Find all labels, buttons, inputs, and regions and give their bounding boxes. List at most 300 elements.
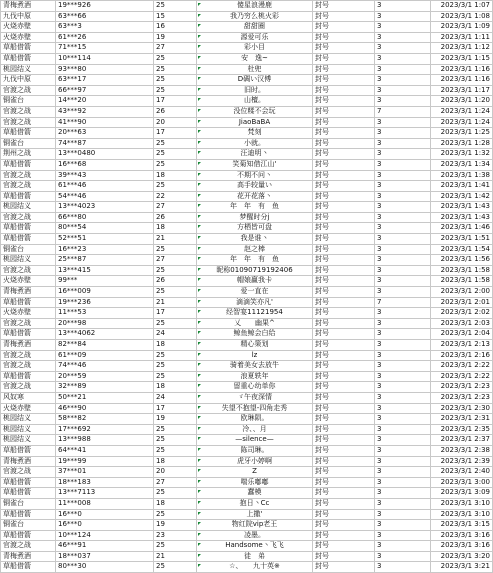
game-name-cell[interactable]: 草船借箭	[1, 488, 56, 499]
account-cell[interactable]: 13***0480	[56, 149, 154, 160]
player-name-cell[interactable]	[197, 287, 313, 298]
level-cell[interactable]: 15	[154, 11, 197, 22]
account-cell[interactable]: 16***009	[56, 287, 154, 298]
rank-cell[interactable]: 3	[375, 138, 431, 149]
rank-cell[interactable]: 3	[375, 435, 431, 446]
account-cell[interactable]: 71***15	[56, 43, 154, 54]
date-cell[interactable]: 2023/3/1 3:16	[431, 541, 493, 552]
level-cell[interactable]: 21	[154, 551, 197, 562]
player-name-cell[interactable]	[197, 117, 313, 128]
level-cell[interactable]: 25	[154, 53, 197, 64]
rank-cell[interactable]: 3	[375, 75, 431, 86]
rank-cell[interactable]: 3	[375, 541, 431, 552]
date-cell[interactable]: 2023/3/1 2:16	[431, 350, 493, 361]
status-cell[interactable]: 封号	[313, 181, 375, 192]
account-cell[interactable]: 80***30	[56, 562, 154, 573]
level-cell[interactable]: 26	[154, 212, 197, 223]
game-name-cell[interactable]: 草船借箭	[1, 234, 56, 245]
status-cell[interactable]: 封号	[313, 1, 375, 12]
player-name-cell[interactable]	[197, 308, 313, 319]
player-name-cell[interactable]	[197, 43, 313, 54]
status-cell[interactable]: 封号	[313, 350, 375, 361]
level-cell[interactable]: 26	[154, 276, 197, 287]
status-cell[interactable]: 封号	[313, 308, 375, 319]
player-name-cell[interactable]	[197, 562, 313, 573]
level-cell[interactable]: 24	[154, 392, 197, 403]
level-cell[interactable]: 18	[154, 498, 197, 509]
player-name-cell[interactable]	[197, 1, 313, 12]
date-cell[interactable]: 2023/3/1 2:35	[431, 424, 493, 435]
status-cell[interactable]: 封号	[313, 32, 375, 43]
rank-cell[interactable]: 3	[375, 467, 431, 478]
player-name-cell[interactable]	[197, 445, 313, 456]
date-cell[interactable]: 2023/3/1 3:10	[431, 509, 493, 520]
account-cell[interactable]: 14***20	[56, 96, 154, 107]
status-cell[interactable]: 封号	[313, 435, 375, 446]
status-cell[interactable]: 封号	[313, 276, 375, 287]
player-name-cell[interactable]	[197, 170, 313, 181]
account-cell[interactable]: 46***91	[56, 541, 154, 552]
player-name-cell[interactable]	[197, 435, 313, 446]
rank-cell[interactable]: 3	[375, 509, 431, 520]
game-name-cell[interactable]: 草船借箭	[1, 191, 56, 202]
game-name-cell[interactable]: 桃园结义	[1, 414, 56, 425]
status-cell[interactable]: 封号	[313, 403, 375, 414]
date-cell[interactable]: 2023/3/1 1:28	[431, 138, 493, 149]
game-name-cell[interactable]: 官渡之战	[1, 170, 56, 181]
status-cell[interactable]: 封号	[313, 75, 375, 86]
account-cell[interactable]: 18***037	[56, 551, 154, 562]
rank-cell[interactable]: 3	[375, 340, 431, 351]
player-name-cell[interactable]	[197, 350, 313, 361]
account-cell[interactable]: 16***68	[56, 159, 154, 170]
player-name-cell[interactable]	[197, 159, 313, 170]
date-cell[interactable]: 2023/3/1 2:22	[431, 371, 493, 382]
game-name-cell[interactable]: 官渡之战	[1, 265, 56, 276]
status-cell[interactable]: 封号	[313, 520, 375, 531]
level-cell[interactable]: 25	[154, 361, 197, 372]
date-cell[interactable]: 2023/3/1 1:42	[431, 191, 493, 202]
rank-cell[interactable]: 3	[375, 382, 431, 393]
rank-cell[interactable]: 7	[375, 297, 431, 308]
account-cell[interactable]: 99***	[56, 276, 154, 287]
rank-cell[interactable]: 3	[375, 392, 431, 403]
level-cell[interactable]: 22	[154, 191, 197, 202]
level-cell[interactable]: 25	[154, 509, 197, 520]
game-name-cell[interactable]: 官渡之战	[1, 467, 56, 478]
game-name-cell[interactable]: 九伐中原	[1, 11, 56, 22]
status-cell[interactable]: 封号	[313, 371, 375, 382]
status-cell[interactable]: 封号	[313, 488, 375, 499]
date-cell[interactable]: 2023/3/1 2:23	[431, 392, 493, 403]
level-cell[interactable]: 25	[154, 75, 197, 86]
status-cell[interactable]: 封号	[313, 128, 375, 139]
game-name-cell[interactable]: 官渡之战	[1, 541, 56, 552]
level-cell[interactable]: 25	[154, 138, 197, 149]
status-cell[interactable]: 封号	[313, 22, 375, 33]
level-cell[interactable]: 24	[154, 329, 197, 340]
status-cell[interactable]: 封号	[313, 159, 375, 170]
game-name-cell[interactable]: 官渡之战	[1, 318, 56, 329]
date-cell[interactable]: 2023/3/1 1:16	[431, 75, 493, 86]
status-cell[interactable]: 封号	[313, 392, 375, 403]
date-cell[interactable]: 2023/3/1 3:10	[431, 498, 493, 509]
rank-cell[interactable]: 3	[375, 276, 431, 287]
account-cell[interactable]: 50***21	[56, 392, 154, 403]
level-cell[interactable]: 17	[154, 403, 197, 414]
game-name-cell[interactable]: 官渡之战	[1, 382, 56, 393]
status-cell[interactable]: 封号	[313, 551, 375, 562]
date-cell[interactable]: 2023/3/1 1:54	[431, 244, 493, 255]
account-cell[interactable]: 16***0	[56, 520, 154, 531]
account-cell[interactable]: 20***63	[56, 128, 154, 139]
player-name-cell[interactable]	[197, 202, 313, 213]
account-cell[interactable]: 93***80	[56, 64, 154, 75]
game-name-cell[interactable]: 铜雀台	[1, 244, 56, 255]
rank-cell[interactable]: 3	[375, 414, 431, 425]
level-cell[interactable]: 25	[154, 371, 197, 382]
player-name-cell[interactable]	[197, 223, 313, 234]
level-cell[interactable]: 25	[154, 265, 197, 276]
player-name-cell[interactable]	[197, 371, 313, 382]
account-cell[interactable]: 13***7113	[56, 488, 154, 499]
level-cell[interactable]: 26	[154, 106, 197, 117]
level-cell[interactable]: 25	[154, 149, 197, 160]
date-cell[interactable]: 2023/3/1 2:39	[431, 456, 493, 467]
account-cell[interactable]: 74***46	[56, 361, 154, 372]
date-cell[interactable]: 2023/3/1 1:16	[431, 64, 493, 75]
level-cell[interactable]: 23	[154, 530, 197, 541]
player-name-cell[interactable]	[197, 488, 313, 499]
level-cell[interactable]: 18	[154, 456, 197, 467]
rank-cell[interactable]: 3	[375, 255, 431, 266]
game-name-cell[interactable]: 桃园结义	[1, 435, 56, 446]
player-name-cell[interactable]	[197, 96, 313, 107]
rank-cell[interactable]: 3	[375, 318, 431, 329]
game-name-cell[interactable]: 桃园结义	[1, 64, 56, 75]
rank-cell[interactable]: 3	[375, 456, 431, 467]
date-cell[interactable]: 2023/3/1 1:24	[431, 117, 493, 128]
player-name-cell[interactable]	[197, 382, 313, 393]
player-name-cell[interactable]	[197, 234, 313, 245]
player-name-cell[interactable]	[197, 128, 313, 139]
date-cell[interactable]: 2023/3/1 1:34	[431, 159, 493, 170]
level-cell[interactable]: 18	[154, 340, 197, 351]
account-cell[interactable]: 80***54	[56, 223, 154, 234]
game-name-cell[interactable]: 火烧赤壁	[1, 403, 56, 414]
rank-cell[interactable]: 3	[375, 96, 431, 107]
rank-cell[interactable]: 3	[375, 371, 431, 382]
level-cell[interactable]: 27	[154, 255, 197, 266]
game-name-cell[interactable]: 草船借箭	[1, 329, 56, 340]
player-name-cell[interactable]	[197, 329, 313, 340]
player-name-cell[interactable]	[197, 551, 313, 562]
status-cell[interactable]: 封号	[313, 318, 375, 329]
player-name-cell[interactable]	[197, 53, 313, 64]
date-cell[interactable]: 2023/3/1 3:16	[431, 530, 493, 541]
game-name-cell[interactable]: 桃园结义	[1, 202, 56, 213]
player-name-cell[interactable]	[197, 498, 313, 509]
date-cell[interactable]: 2023/3/1 2:22	[431, 361, 493, 372]
date-cell[interactable]: 2023/3/1 1:20	[431, 96, 493, 107]
account-cell[interactable]: 16***0	[56, 509, 154, 520]
rank-cell[interactable]: 3	[375, 53, 431, 64]
rank-cell[interactable]: 3	[375, 159, 431, 170]
status-cell[interactable]: 封号	[313, 445, 375, 456]
account-cell[interactable]: 20***59	[56, 371, 154, 382]
status-cell[interactable]: 封号	[313, 138, 375, 149]
game-name-cell[interactable]: 铜雀台	[1, 138, 56, 149]
player-name-cell[interactable]	[197, 456, 313, 467]
player-name-cell[interactable]	[197, 520, 313, 531]
status-cell[interactable]: 封号	[313, 244, 375, 255]
account-cell[interactable]: 39***43	[56, 170, 154, 181]
rank-cell[interactable]: 3	[375, 11, 431, 22]
rank-cell[interactable]: 3	[375, 181, 431, 192]
account-cell[interactable]: 58***82	[56, 414, 154, 425]
level-cell[interactable]: 25	[154, 85, 197, 96]
rank-cell[interactable]: 3	[375, 477, 431, 488]
date-cell[interactable]: 2023/3/1 2:37	[431, 435, 493, 446]
player-name-cell[interactable]	[197, 255, 313, 266]
game-name-cell[interactable]: 火烧赤壁	[1, 308, 56, 319]
player-name-cell[interactable]	[197, 212, 313, 223]
status-cell[interactable]: 封号	[313, 191, 375, 202]
status-cell[interactable]: 封号	[313, 255, 375, 266]
player-name-cell[interactable]	[197, 340, 313, 351]
date-cell[interactable]: 2023/3/1 1:15	[431, 53, 493, 64]
date-cell[interactable]: 2023/3/1 2:02	[431, 308, 493, 319]
rank-cell[interactable]: 7	[375, 106, 431, 117]
rank-cell[interactable]: 3	[375, 265, 431, 276]
date-cell[interactable]: 2023/3/1 2:01	[431, 297, 493, 308]
game-name-cell[interactable]: 官渡之战	[1, 85, 56, 96]
game-name-cell[interactable]: 铜雀台	[1, 96, 56, 107]
date-cell[interactable]: 2023/3/1 1:46	[431, 223, 493, 234]
status-cell[interactable]: 封号	[313, 287, 375, 298]
player-name-cell[interactable]	[197, 361, 313, 372]
player-name-cell[interactable]	[197, 64, 313, 75]
rank-cell[interactable]: 3	[375, 117, 431, 128]
date-cell[interactable]: 2023/3/1 1:17	[431, 85, 493, 96]
player-name-cell[interactable]	[197, 75, 313, 86]
game-name-cell[interactable]: 草船借箭	[1, 43, 56, 54]
player-name-cell[interactable]	[197, 414, 313, 425]
account-cell[interactable]: 64***41	[56, 445, 154, 456]
rank-cell[interactable]: 3	[375, 350, 431, 361]
date-cell[interactable]: 2023/3/1 2:30	[431, 403, 493, 414]
rank-cell[interactable]: 3	[375, 223, 431, 234]
level-cell[interactable]: 20	[154, 117, 197, 128]
game-name-cell[interactable]: 铜雀台	[1, 498, 56, 509]
date-cell[interactable]: 2023/3/1 1:12	[431, 43, 493, 54]
account-cell[interactable]: 13***4062	[56, 329, 154, 340]
status-cell[interactable]: 封号	[313, 149, 375, 160]
game-name-cell[interactable]: 草船借箭	[1, 477, 56, 488]
status-cell[interactable]: 封号	[313, 424, 375, 435]
rank-cell[interactable]: 3	[375, 1, 431, 12]
game-name-cell[interactable]: 桃园结义	[1, 255, 56, 266]
rank-cell[interactable]: 3	[375, 43, 431, 54]
status-cell[interactable]: 封号	[313, 456, 375, 467]
account-cell[interactable]: 19***926	[56, 1, 154, 12]
account-cell[interactable]: 54***46	[56, 191, 154, 202]
rank-cell[interactable]: 3	[375, 170, 431, 181]
player-name-cell[interactable]	[197, 149, 313, 160]
date-cell[interactable]: 2023/3/1 1:38	[431, 170, 493, 181]
player-name-cell[interactable]	[197, 403, 313, 414]
rank-cell[interactable]: 3	[375, 562, 431, 573]
rank-cell[interactable]: 3	[375, 128, 431, 139]
level-cell[interactable]: 17	[154, 128, 197, 139]
level-cell[interactable]: 25	[154, 488, 197, 499]
rank-cell[interactable]: 3	[375, 234, 431, 245]
account-cell[interactable]: 18***183	[56, 477, 154, 488]
game-name-cell[interactable]: 火烧赤壁	[1, 22, 56, 33]
player-name-cell[interactable]	[197, 509, 313, 520]
game-name-cell[interactable]: 火烧赤壁	[1, 32, 56, 43]
date-cell[interactable]: 2023/3/1 1:51	[431, 234, 493, 245]
rank-cell[interactable]: 3	[375, 329, 431, 340]
account-cell[interactable]: 13***415	[56, 265, 154, 276]
game-name-cell[interactable]: 官渡之战	[1, 106, 56, 117]
level-cell[interactable]: 25	[154, 181, 197, 192]
game-name-cell[interactable]: 草船借箭	[1, 159, 56, 170]
game-name-cell[interactable]: 草船借箭	[1, 297, 56, 308]
status-cell[interactable]: 封号	[313, 562, 375, 573]
level-cell[interactable]: 25	[154, 562, 197, 573]
date-cell[interactable]: 2023/3/1 2:40	[431, 467, 493, 478]
game-name-cell[interactable]: 草船借箭	[1, 445, 56, 456]
level-cell[interactable]: 25	[154, 287, 197, 298]
status-cell[interactable]: 封号	[313, 467, 375, 478]
account-cell[interactable]: 43***92	[56, 106, 154, 117]
level-cell[interactable]: 25	[154, 159, 197, 170]
player-name-cell[interactable]	[197, 541, 313, 552]
level-cell[interactable]: 18	[154, 382, 197, 393]
rank-cell[interactable]: 3	[375, 202, 431, 213]
game-name-cell[interactable]: 草船借箭	[1, 128, 56, 139]
rank-cell[interactable]: 3	[375, 361, 431, 372]
date-cell[interactable]: 2023/3/1 1:24	[431, 106, 493, 117]
level-cell[interactable]: 25	[154, 64, 197, 75]
status-cell[interactable]: 封号	[313, 414, 375, 425]
status-cell[interactable]: 封号	[313, 202, 375, 213]
date-cell[interactable]: 2023/3/1 3:21	[431, 562, 493, 573]
date-cell[interactable]: 2023/3/1 1:08	[431, 11, 493, 22]
date-cell[interactable]: 2023/3/1 2:23	[431, 382, 493, 393]
date-cell[interactable]: 2023/3/1 1:43	[431, 212, 493, 223]
account-cell[interactable]: 61***26	[56, 32, 154, 43]
status-cell[interactable]: 封号	[313, 96, 375, 107]
level-cell[interactable]: 25	[154, 541, 197, 552]
account-cell[interactable]: 61***09	[56, 350, 154, 361]
rank-cell[interactable]: 3	[375, 445, 431, 456]
date-cell[interactable]: 2023/3/1 1:25	[431, 128, 493, 139]
game-name-cell[interactable]: 官渡之战	[1, 350, 56, 361]
level-cell[interactable]: 20	[154, 467, 197, 478]
game-name-cell[interactable]: 桃园结义	[1, 424, 56, 435]
status-cell[interactable]: 封号	[313, 170, 375, 181]
status-cell[interactable]: 封号	[313, 382, 375, 393]
player-name-cell[interactable]	[197, 318, 313, 329]
rank-cell[interactable]: 3	[375, 22, 431, 33]
account-cell[interactable]: 10***114	[56, 53, 154, 64]
player-name-cell[interactable]	[197, 477, 313, 488]
status-cell[interactable]: 封号	[313, 265, 375, 276]
rank-cell[interactable]: 3	[375, 32, 431, 43]
game-name-cell[interactable]: 官渡之战	[1, 117, 56, 128]
date-cell[interactable]: 2023/3/1 2:13	[431, 340, 493, 351]
account-cell[interactable]: 11***53	[56, 308, 154, 319]
player-name-cell[interactable]	[197, 32, 313, 43]
player-name-cell[interactable]	[197, 265, 313, 276]
account-cell[interactable]: 11***008	[56, 498, 154, 509]
level-cell[interactable]: 25	[154, 244, 197, 255]
date-cell[interactable]: 2023/3/1 1:41	[431, 181, 493, 192]
rank-cell[interactable]: 3	[375, 520, 431, 531]
date-cell[interactable]: 2023/3/1 1:43	[431, 202, 493, 213]
account-cell[interactable]: 46***90	[56, 403, 154, 414]
status-cell[interactable]: 封号	[313, 361, 375, 372]
status-cell[interactable]: 封号	[313, 530, 375, 541]
account-cell[interactable]: 17***692	[56, 424, 154, 435]
game-name-cell[interactable]: 草船借箭	[1, 223, 56, 234]
game-name-cell[interactable]: 青梅煮酒	[1, 340, 56, 351]
date-cell[interactable]: 2023/3/1 3:20	[431, 551, 493, 562]
level-cell[interactable]: 25	[154, 318, 197, 329]
date-cell[interactable]: 2023/3/1 1:58	[431, 265, 493, 276]
account-cell[interactable]: 66***97	[56, 85, 154, 96]
account-cell[interactable]: 13***988	[56, 435, 154, 446]
account-cell[interactable]: 66***80	[56, 212, 154, 223]
account-cell[interactable]: 82***84	[56, 340, 154, 351]
status-cell[interactable]: 封号	[313, 541, 375, 552]
date-cell[interactable]: 2023/3/1 1:58	[431, 276, 493, 287]
player-name-cell[interactable]	[197, 244, 313, 255]
player-name-cell[interactable]	[197, 276, 313, 287]
game-name-cell[interactable]: 火烧赤壁	[1, 276, 56, 287]
game-name-cell[interactable]: 九伐中原	[1, 75, 56, 86]
level-cell[interactable]: 27	[154, 477, 197, 488]
level-cell[interactable]: 21	[154, 234, 197, 245]
game-name-cell[interactable]: 风奴寒	[1, 392, 56, 403]
level-cell[interactable]: 25	[154, 445, 197, 456]
account-cell[interactable]: 19***99	[56, 456, 154, 467]
game-name-cell[interactable]: 青梅煮酒	[1, 456, 56, 467]
game-name-cell[interactable]: 草船借箭	[1, 371, 56, 382]
status-cell[interactable]: 封号	[313, 106, 375, 117]
status-cell[interactable]: 封号	[313, 234, 375, 245]
rank-cell[interactable]: 3	[375, 424, 431, 435]
game-name-cell[interactable]: 青梅煮酒	[1, 551, 56, 562]
status-cell[interactable]: 封号	[313, 212, 375, 223]
player-name-cell[interactable]	[197, 106, 313, 117]
status-cell[interactable]: 封号	[313, 498, 375, 509]
status-cell[interactable]: 封号	[313, 340, 375, 351]
account-cell[interactable]: 19***236	[56, 297, 154, 308]
status-cell[interactable]: 封号	[313, 509, 375, 520]
level-cell[interactable]: 25	[154, 350, 197, 361]
player-name-cell[interactable]	[197, 138, 313, 149]
game-name-cell[interactable]: 官渡之战	[1, 361, 56, 372]
account-cell[interactable]: 63***17	[56, 75, 154, 86]
game-name-cell[interactable]: 青梅煮酒	[1, 1, 56, 12]
date-cell[interactable]: 2023/3/1 1:56	[431, 255, 493, 266]
account-cell[interactable]: 32***89	[56, 382, 154, 393]
rank-cell[interactable]: 3	[375, 530, 431, 541]
player-name-cell[interactable]	[197, 11, 313, 22]
